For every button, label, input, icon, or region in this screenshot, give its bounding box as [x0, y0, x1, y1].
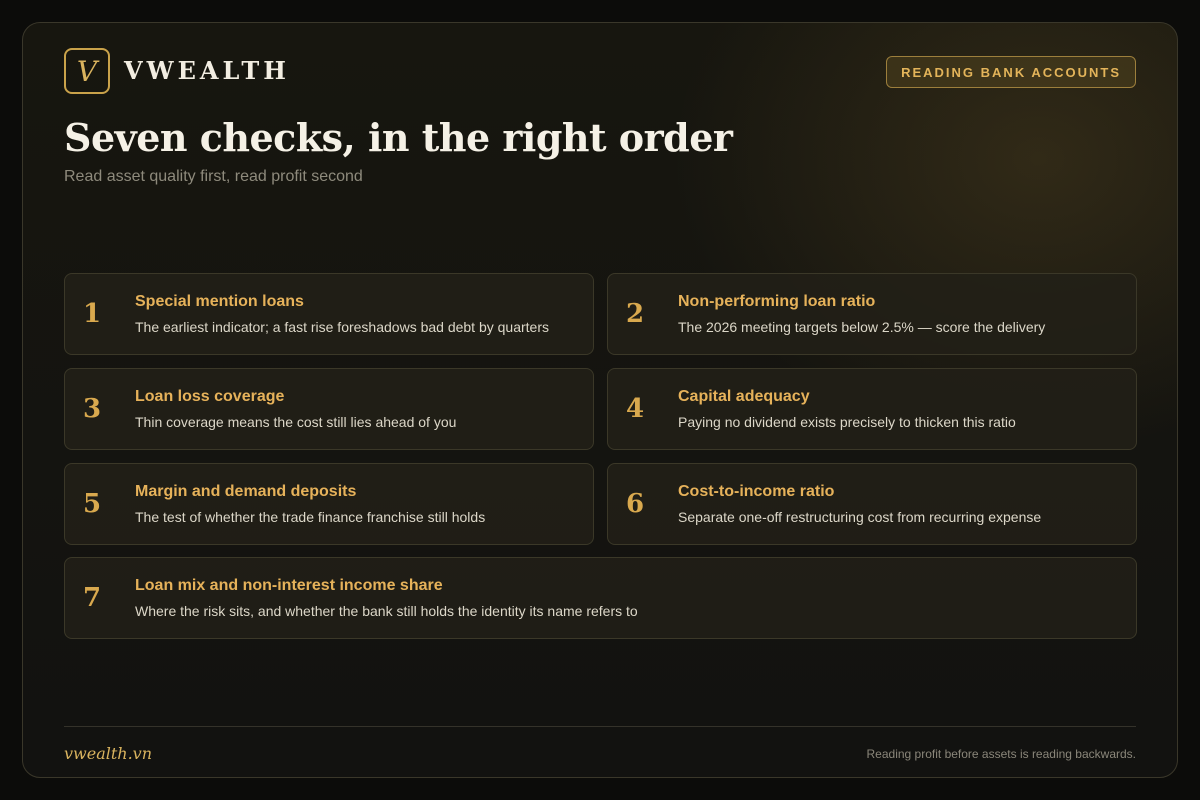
check-card-7	[64, 557, 1137, 639]
header	[64, 48, 1136, 96]
check-description: Separate one-off restructuring cost from recurring expense	[678, 509, 1042, 525]
check-description: The earliest indicator; a fast rise foreshadows bad debt by quarters	[135, 319, 549, 335]
category-badge: READING BANK ACCOUNTS	[886, 56, 1136, 88]
check-description: Paying no dividend exists precisely to thicken this ratio	[678, 414, 1016, 430]
check-card-3	[64, 368, 594, 450]
check-title: Margin and demand deposits	[135, 483, 357, 500]
check-number: 5	[82, 489, 102, 519]
logo-mark: V	[64, 48, 110, 94]
check-card-1	[64, 273, 594, 355]
check-title: Cost-to-income ratio	[678, 483, 835, 500]
page-subtitle: Read asset quality first, read profit second	[64, 168, 363, 185]
check-title: Capital adequacy	[678, 388, 810, 405]
page-title: Seven checks, in the right order	[64, 115, 733, 160]
check-title: Loan loss coverage	[135, 388, 285, 405]
check-number: 4	[625, 394, 645, 424]
footer-tagline: Reading profit before assets is reading backwards.	[866, 747, 1136, 761]
check-card-4	[607, 368, 1137, 450]
site-link[interactable]: vwealth.vn	[64, 744, 153, 763]
check-number: 7	[82, 583, 102, 613]
page-frame	[22, 22, 1178, 778]
brand-name: VWEALTH	[124, 56, 290, 85]
check-number: 3	[82, 394, 102, 424]
check-card-5	[64, 463, 594, 545]
check-title: Loan mix and non-interest income share	[135, 577, 443, 594]
check-description: Where the risk sits, and whether the bank still holds the identity its name refers to	[135, 603, 638, 619]
check-card-2	[607, 273, 1137, 355]
check-description: The test of whether the trade finance franchise still holds	[135, 509, 486, 525]
footer-divider	[64, 726, 1136, 727]
check-number: 1	[82, 299, 102, 329]
check-number: 2	[625, 299, 645, 329]
check-description: Thin coverage means the cost still lies ahead of you	[135, 414, 457, 430]
check-card-6	[607, 463, 1137, 545]
check-number: 6	[625, 489, 645, 519]
check-title: Non-performing loan ratio	[678, 293, 876, 310]
check-description: The 2026 meeting targets below 2.5% — score the delivery	[678, 319, 1046, 335]
check-title: Special mention loans	[135, 293, 304, 310]
